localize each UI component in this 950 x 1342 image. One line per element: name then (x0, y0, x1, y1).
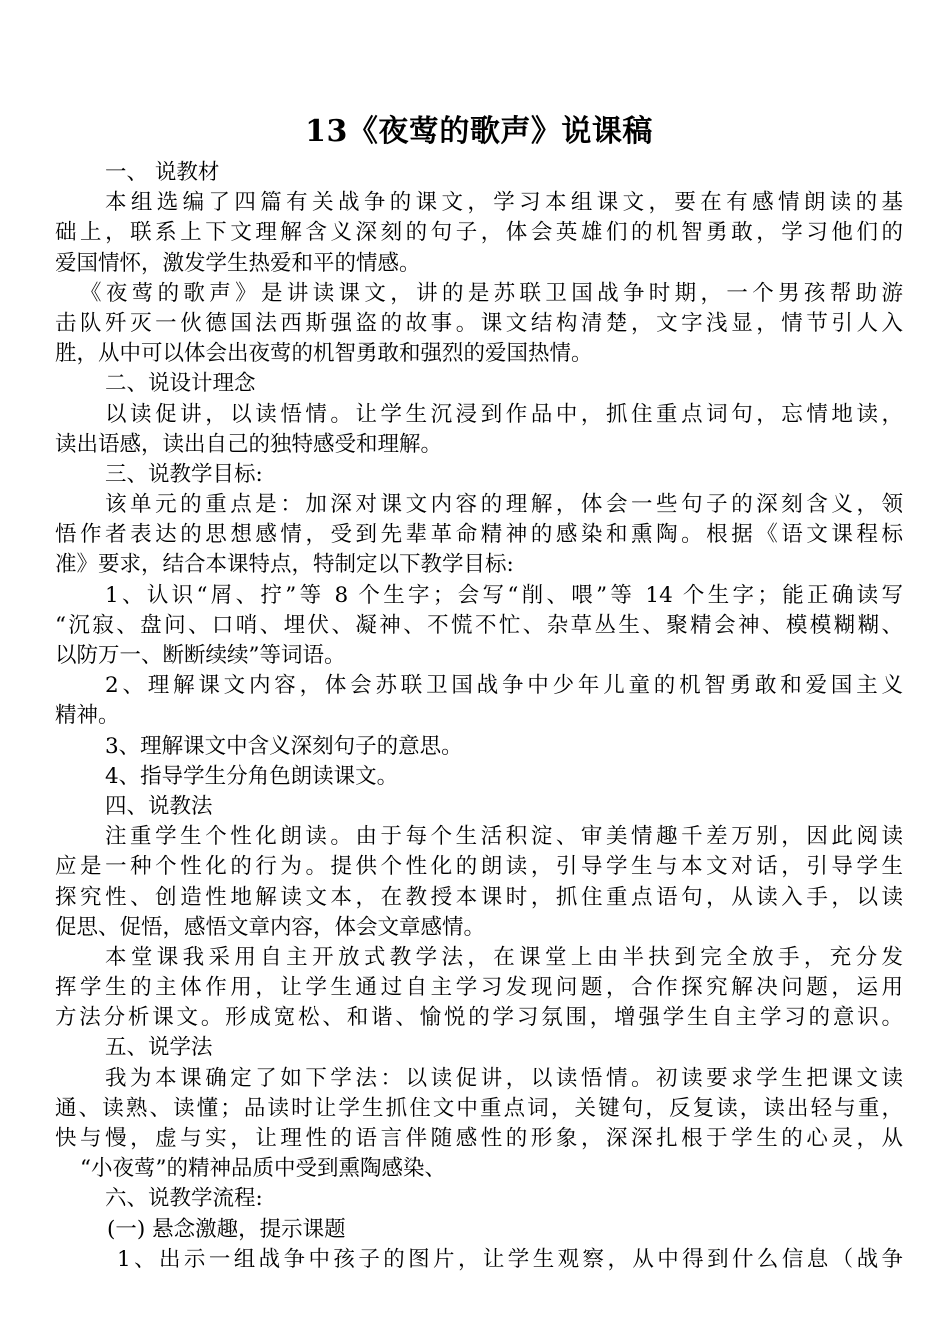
paragraph-line: 精神。 (55, 703, 120, 729)
goal-item-4: 4、指导学生分角色朗读课文。 (105, 763, 399, 789)
goal-item-1: 1、认识“屑、拧”等 8 个生字；会写“削、喂”等 14 个生字；能正确读写 (105, 582, 903, 608)
goal-item-3: 3、理解课文中含义深刻句子的意思。 (105, 733, 463, 759)
paragraph-line: 1、出示一组战争中孩子的图片，让学生观察，从中得到什么信息（战争 (117, 1246, 903, 1272)
heading-section-6: 六、说教学流程: (105, 1186, 263, 1212)
paragraph-line: 快与慢，虚与实，让理性的语言伴随感性的形象，深深扎根于学生的心灵，从 (55, 1126, 903, 1151)
paragraph-line: 胜，从中可以体会出夜莺的机智勇敢和强烈的爱国热情。 (55, 341, 593, 367)
paragraph-line: “沉寂、盘问、口哨、埋伏、凝神、不慌不忙、杂草丛生、聚精会神、模模糊糊、 (55, 612, 903, 638)
paragraph-line: 读出语感，读出自己的独特感受和理解。 (55, 431, 443, 457)
paragraph-line: 悟作者表达的思想感情，受到先辈革命精神的感染和熏陶。根据《语文课程标 (55, 522, 903, 548)
paragraph-line: “小夜莺”的精神品质中受到熏陶感染、 (80, 1156, 446, 1182)
paragraph-line: 通、读熟、读懂；品读时让学生抓住文中重点词，关键句，反复读，读出轻与重， (55, 1095, 903, 1121)
paragraph-line: 方法分析课文。形成宽松、和谐、愉悦的学习氛围，增强学生自主学习的意识。 (55, 1005, 903, 1031)
paragraph-line: 应是一种个性化的行为。提供个性化的朗读，引导学生与本文对话，引导学生 (55, 854, 903, 880)
heading-section-1: 一、 说教材 (105, 160, 220, 185)
paragraph-line: 本组选编了四篇有关战争的课文，学习本组课文，要在有感情朗读的基 (105, 190, 903, 216)
paragraph-line: 击队歼灭一伙德国法西斯强盗的故事。课文结构清楚，文字浅显，情节引人入 (55, 310, 903, 336)
paragraph-line: 该单元的重点是：加深对课文内容的理解，体会一些句子的深刻含义，领 (105, 492, 903, 518)
paragraph-line: 础上，联系上下文理解含义深刻的句子，体会英雄们的机智勇敢，学习他们的 (55, 220, 903, 246)
heading-section-4: 四、说教法 (105, 793, 213, 819)
paragraph-line: 挥学生的主体作用，让学生通过自主学习发现问题，合作探究解决问题，运用 (55, 975, 903, 1001)
paragraph-line: 我为本课确定了如下学法：以读促讲，以读悟情。初读要求学生把课文读 (105, 1065, 903, 1091)
paragraph-line: 准》要求，结合本课特点，特制定以下教学目标: (55, 552, 514, 578)
heading-section-3: 三、说教学目标: (105, 461, 263, 487)
paragraph-line: 探究性、创造性地解读文本，在教授本课时，抓住重点语句，从读入手，以读 (55, 884, 903, 910)
document-page (55, 110, 903, 1275)
paragraph-line: 爱国情怀，激发学生热爱和平的情感。 (55, 250, 421, 276)
goal-item-2: 2、理解课文内容，体会苏联卫国战争中少年儿童的机智勇敢和爱国主义 (105, 673, 903, 699)
heading-section-2: 二、说设计理念 (105, 371, 256, 397)
document-title: 13《夜莺的歌声》说课稿 (305, 114, 653, 149)
paragraph-line: 促思、促悟，感悟文章内容，体会文章感情。 (55, 914, 486, 940)
paragraph-line: 以防万一、断断续续”等词语。 (55, 643, 346, 668)
heading-section-5: 五、说学法 (105, 1035, 213, 1061)
paragraph-line: 注重学生个性化朗读。由于每个生活积淀、审美情趣千差万别，因此阅读 (105, 824, 903, 850)
paragraph-line: 《夜莺的歌声》是讲读课文，讲的是苏联卫国战争时期，一个男孩帮助游 (80, 280, 903, 306)
subheading-step-1: (一) 悬念激趣，提示课题 (107, 1216, 346, 1242)
paragraph-line: 本堂课我采用自主开放式教学法，在课堂上由半扶到完全放手，充分发 (105, 944, 903, 970)
paragraph-line: 以读促讲，以读悟情。让学生沉浸到作品中，抓住重点词句，忘情地读， (105, 401, 903, 427)
